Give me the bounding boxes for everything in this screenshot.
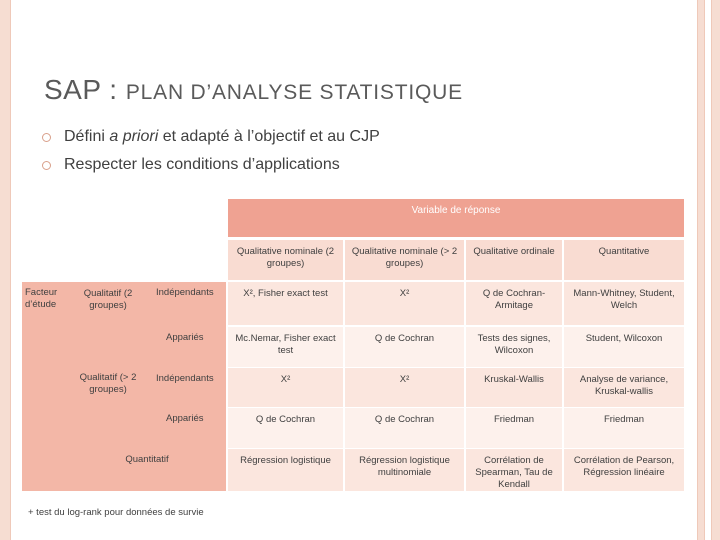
table-cell: Analyse de variance, Kruskal-wallis [564, 368, 684, 407]
table-cell: Friedman [466, 408, 562, 448]
factor-label: Facteur d’étude [25, 287, 58, 310]
table-cell: Q de Cochran [345, 327, 464, 367]
footnote: + test du log-rank pour données de survie [28, 507, 204, 518]
title-small: PLAN D’ANALYSE STATISTIQUE [125, 81, 463, 104]
bullet-item [40, 128, 380, 156]
table-cell: Q de Cochran-Armitage [466, 282, 562, 325]
table-cell: Tests des signes, Wilcoxon [466, 327, 562, 367]
row-label: Appariés [166, 332, 204, 343]
table-cell: Régression logistique multinomiale [345, 449, 464, 491]
bullet-circle-icon [42, 161, 51, 170]
variable-header: Variable de réponse [228, 199, 684, 237]
bullet-text-after: et adapté à l’objectif et au CJP [158, 128, 380, 145]
table-cell: Corrélation de Spearman, Tau de Kendall [466, 449, 562, 491]
table-cell: Q de Cochran [345, 408, 464, 448]
table-cell: Mann-Whitney, Student, Welch [564, 282, 684, 325]
bullet-emphasis: a priori [109, 128, 159, 145]
table-cell: X² [228, 368, 343, 407]
bullet-text: Respecter les conditions d’applications [64, 156, 340, 173]
table-cell: Régression logistique [228, 449, 343, 491]
bullet-text-before: Défini [64, 128, 110, 145]
table-cell: X² [345, 368, 464, 407]
slide-title [44, 74, 463, 106]
table-cell: Corrélation de Pearson, Régression linéaire [564, 449, 684, 491]
group-qualitative-gt2 [68, 366, 148, 448]
row-label: Indépendants [156, 287, 214, 298]
table-cell: Student, Wilcoxon [564, 327, 684, 367]
col-header: Quantitative [564, 240, 684, 280]
group-quantitative [68, 448, 226, 490]
table-cell: X² [345, 282, 464, 325]
group-label: Quantitatif [125, 454, 169, 465]
decorative-stripe [704, 0, 712, 540]
table-cell: X², Fisher exact test [228, 282, 343, 325]
bullet-circle-icon [42, 133, 51, 142]
group-qualitative-2 [68, 282, 148, 364]
table-cell: Friedman [564, 408, 684, 448]
table-cell: Mc.Nemar, Fisher exact test [228, 327, 343, 367]
col-header: Qualitative ordinale [466, 240, 562, 280]
row-label: Appariés [166, 413, 204, 424]
title-main: SAP : [44, 74, 126, 105]
bullet-item [40, 156, 380, 184]
table-cell: Kruskal-Wallis [466, 368, 562, 407]
table-cell: Q de Cochran [228, 408, 343, 448]
col-header: Qualitative nominale (2 groupes) [228, 240, 343, 280]
group-label: Qualitatif (2 groupes) [83, 288, 133, 311]
col-header: Qualitative nominale (> 2 groupes) [345, 240, 464, 280]
bullet-list [40, 128, 380, 184]
row-label: Indépendants [156, 373, 214, 384]
group-label: Qualitatif (> 2 groupes) [79, 372, 137, 395]
